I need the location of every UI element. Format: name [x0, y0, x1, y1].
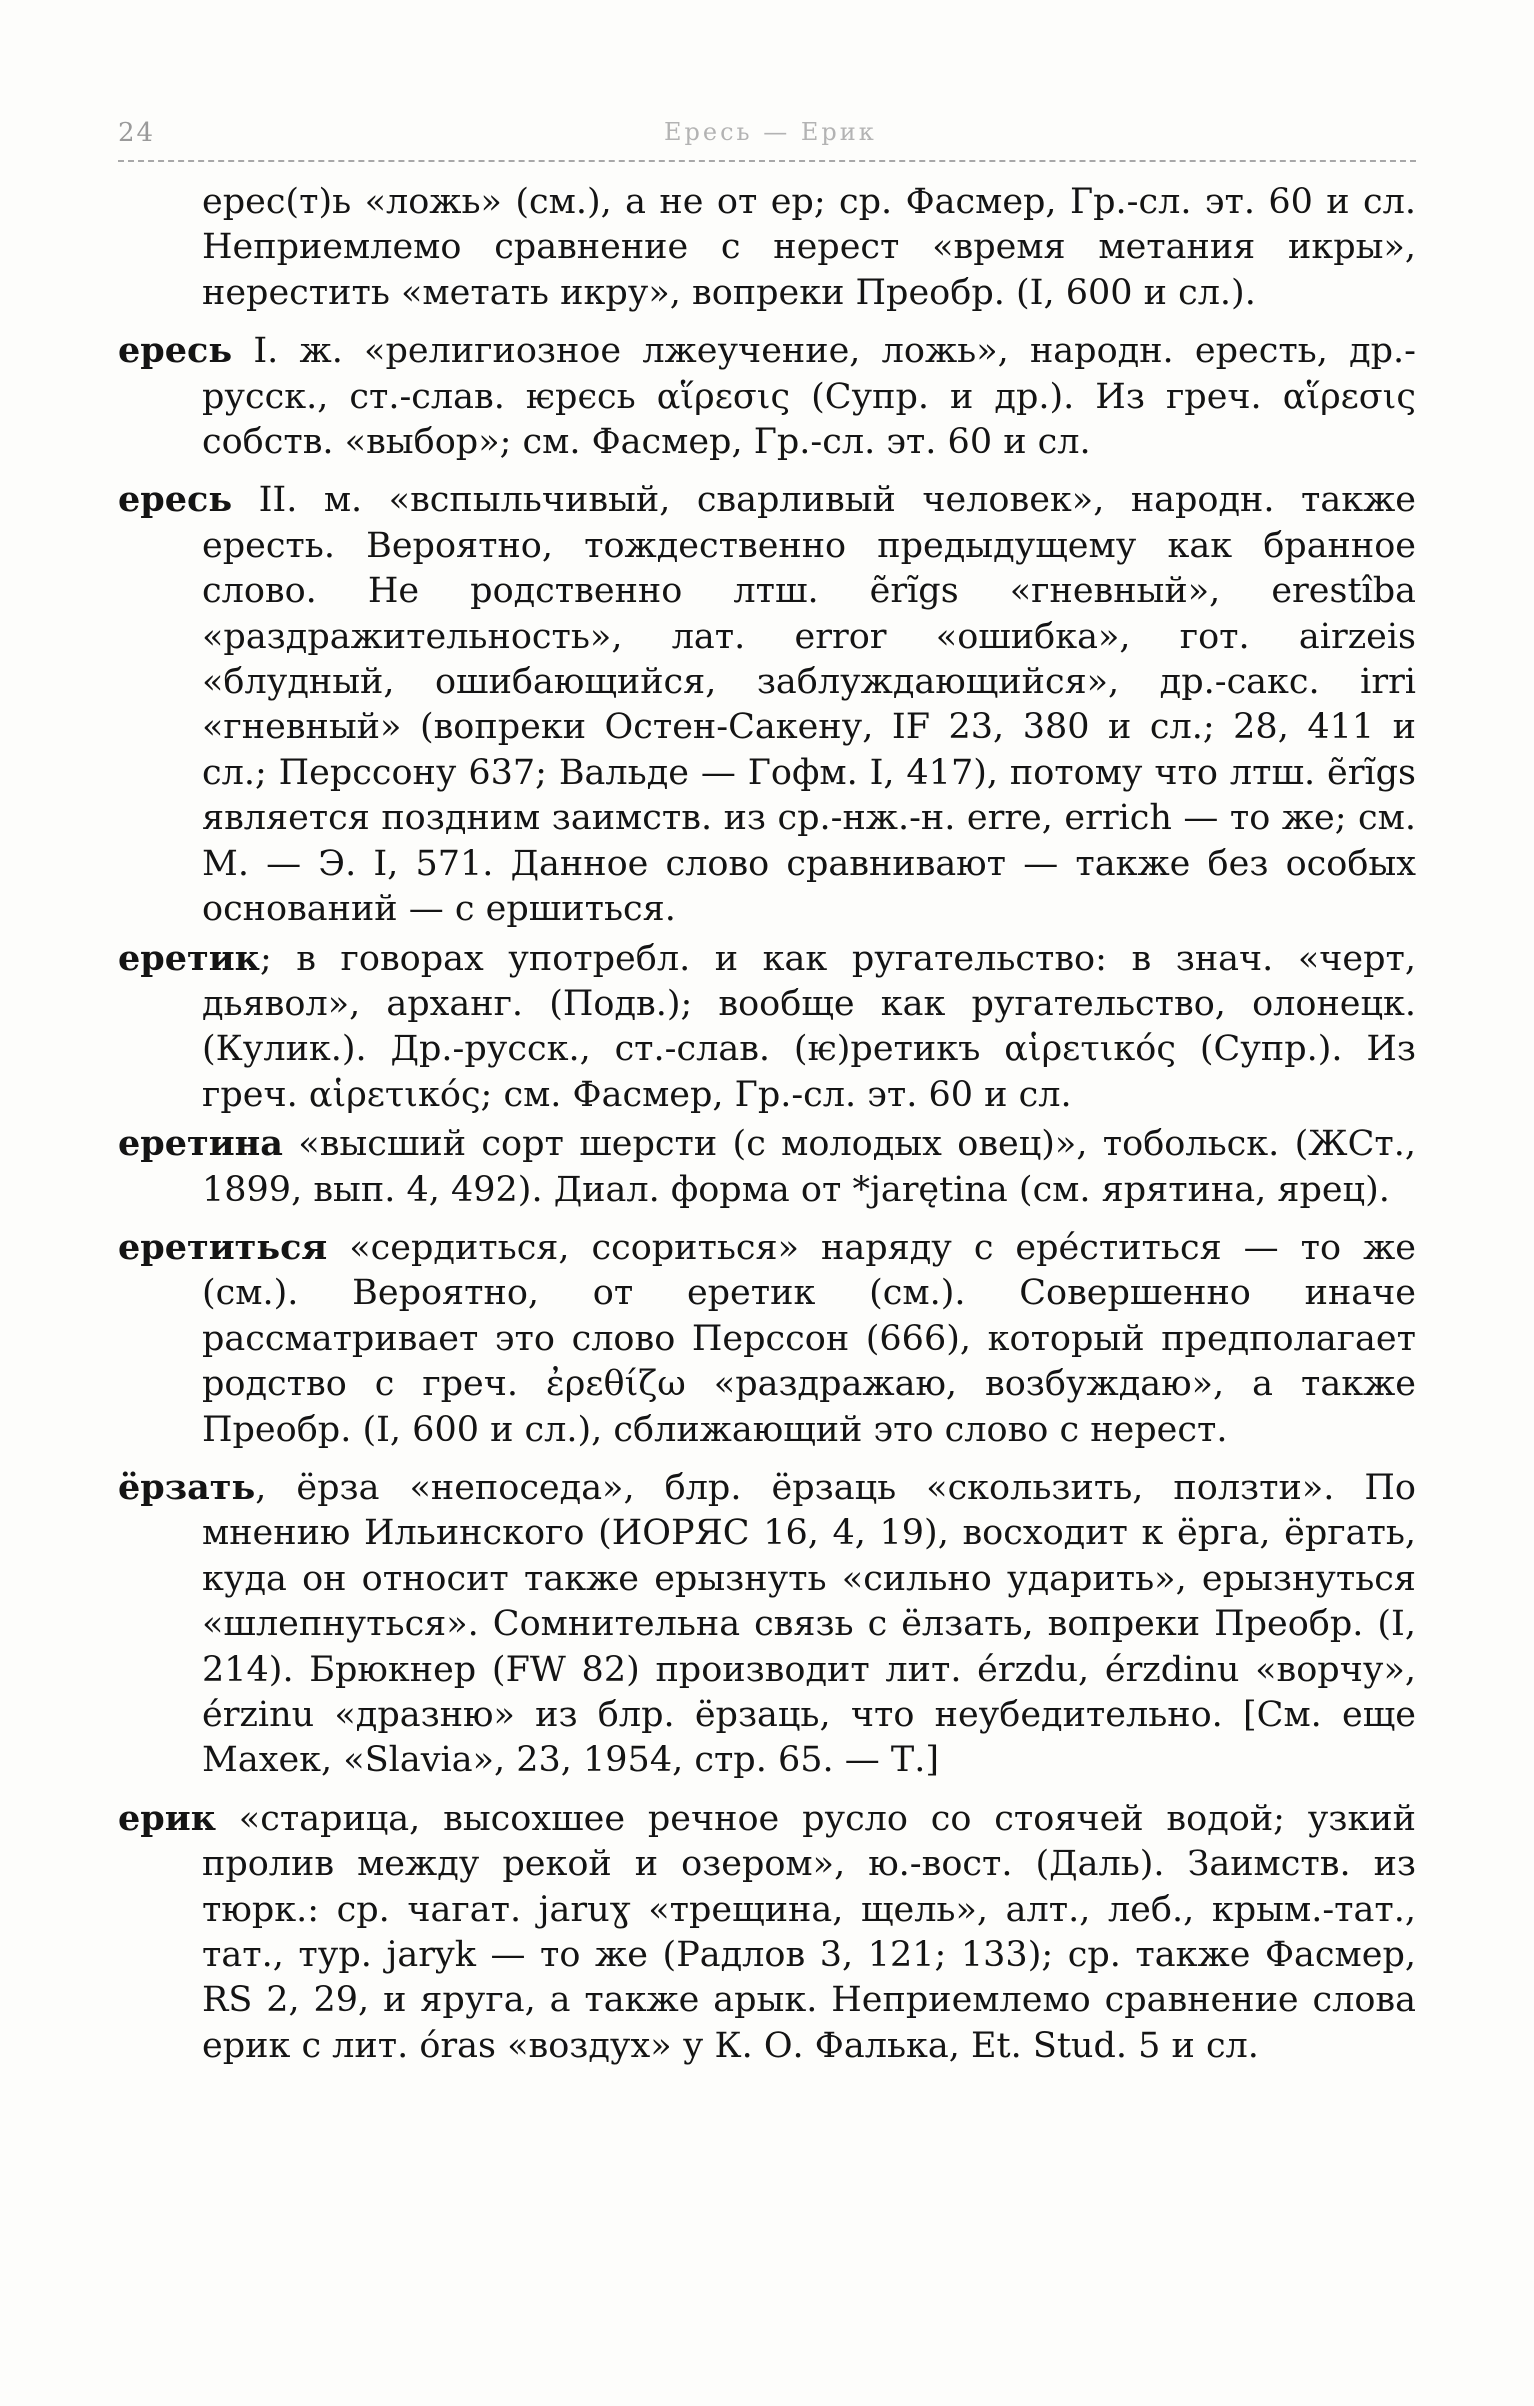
- page-number: 24: [118, 118, 156, 148]
- entry-headword: ерик: [118, 1797, 216, 1839]
- entry-erzat: [118, 1465, 1416, 1784]
- entry-erik: [118, 1796, 1416, 2069]
- entry-text: «высший сорт шерсти (с молодых овец)», тобольск. (ЖСт., 1899, вып. 4, 492). Диал. форма от *jarętina (см. ярятина, ярец).: [202, 1124, 1416, 1210]
- entry-text: «сердиться, ссориться» наряду с ерéститься — то же (см.). Вероятно, от еретик (см.). Совершенно иначе рассматривает это слово Перссон (666), который предполагает родство с греч. ἐρεθίζω «раздражаю, возбуждаю», а также Преобр. (I, 600 и сл.), сближающий это слово с нерест.: [202, 1227, 1416, 1450]
- entry-text: ; в говорах употребл. и как ругательство: в знач. «черт, дьявол», арханг. (Подв.); вообще как ругательство, олонецк. (Кулик.). Др.-русск., ст.-слав. (ѥ)ретикъ αἱρετικός (Супр.). Из греч. αἱρετικός; см. Фасмер, Гр.-сл. эт. 60 и сл.: [202, 938, 1416, 1115]
- entry-eres-2: [118, 477, 1416, 932]
- entry-text: , ёрза «непоседа», блр. ёрзаць «скользить, ползти». По мнению Ильинского (ИОРЯС 16, 4, 19), восходит к ёрга, ёргать, куда он относит также ерызнуть «сильно ударить», ерызнуться «шлепнуться». Сомнительна связь с ёлзать, вопреки Преобр. (I, 214). Брюкнер (FW 82) производит лит. érzdu, érzdinu «ворчу», érzinu «дразню» из блр. ёрзаць, что неубедительно. [См. еще Махек, «Slavia», 23, 1954, стр. 65. — Т.]: [202, 1467, 1416, 1781]
- running-title: Ересь — Ерик: [664, 118, 877, 146]
- entry-text: «старица, высохшее речное русло со стоячей водой; узкий пролив между рекой и озером», ю.-вост. (Даль). Заимств. из тюрк.: ср. чагат. jaruɣ «трещина, щель», алт., леб., крым.-тат., тат., тур. jaryk — то же (Радлов 3, 121; 133); ср. также Фасмер, RS 2, 29, и яруга, а также арык. Неприемлемо сравнение слова ерик с лит. óras «воздух» у К. О. Фалька, Et. Stud. 5 и сл.: [202, 1798, 1416, 2066]
- entry-headword: ересь: [118, 479, 233, 521]
- entry-headword: еретик: [118, 937, 260, 979]
- entry-headword: еретиться: [118, 1226, 328, 1268]
- entry-eretina: [118, 1121, 1416, 1213]
- entry-headword: еретина: [118, 1123, 283, 1165]
- entry-text: I. ж. «религиозное лжеучение, ложь», народн. ересть, др.-русск., ст.-слав. ѥрєсь αἵρεσις (Супр. и др.). Из греч. αἵρεσις собств. «выбор»; см. Фасмер, Гр.-сл. эт. 60 и сл.: [202, 331, 1416, 463]
- entry-eretik: [118, 936, 1416, 1119]
- entry-eretitsya: [118, 1225, 1416, 1453]
- entry-headword: ересь: [118, 330, 233, 372]
- entry-text: II. м. «вспыльчивый, сварливый человек», народн. также ересть. Вероятно, тождественно предыдущему как бранное слово. Не родственно лтш. ẽrĩgs «гневный», erestîba «раздражительность», лат. error «ошибка», гот. airzeis «блудный, ошибающийся, заблуждающийся», др.-сакс. irri «гневный» (вопреки Остен-Сакену, IF 23, 380 и сл.; 28, 411 и сл.; Перссону 637; Вальде — Гофм. I, 417), потому что лтш. ẽrĩgs является поздним заимств. из ср.-нж.-н. erre, errich — то же; см. М. — Э. I, 571. Данное слово сравнивают — также без особых оснований — с ершиться.: [202, 480, 1416, 930]
- entry-text: ерес(т)ь «ложь» (см.), а не от ер; ср. Фасмер, Гр.-сл. эт. 60 и сл. Неприемлемо сравнение с нерест «время метания икры», нерестить «метать икру», вопреки Преобр. (I, 600 и сл.).: [202, 182, 1416, 313]
- running-head: [0, 118, 1534, 158]
- entry-eres-1: [118, 328, 1416, 465]
- header-rule: [118, 160, 1416, 162]
- entry-headword: ёрзать: [118, 1466, 256, 1508]
- entry-continuation: [118, 180, 1416, 316]
- dictionary-column: [118, 180, 1416, 2081]
